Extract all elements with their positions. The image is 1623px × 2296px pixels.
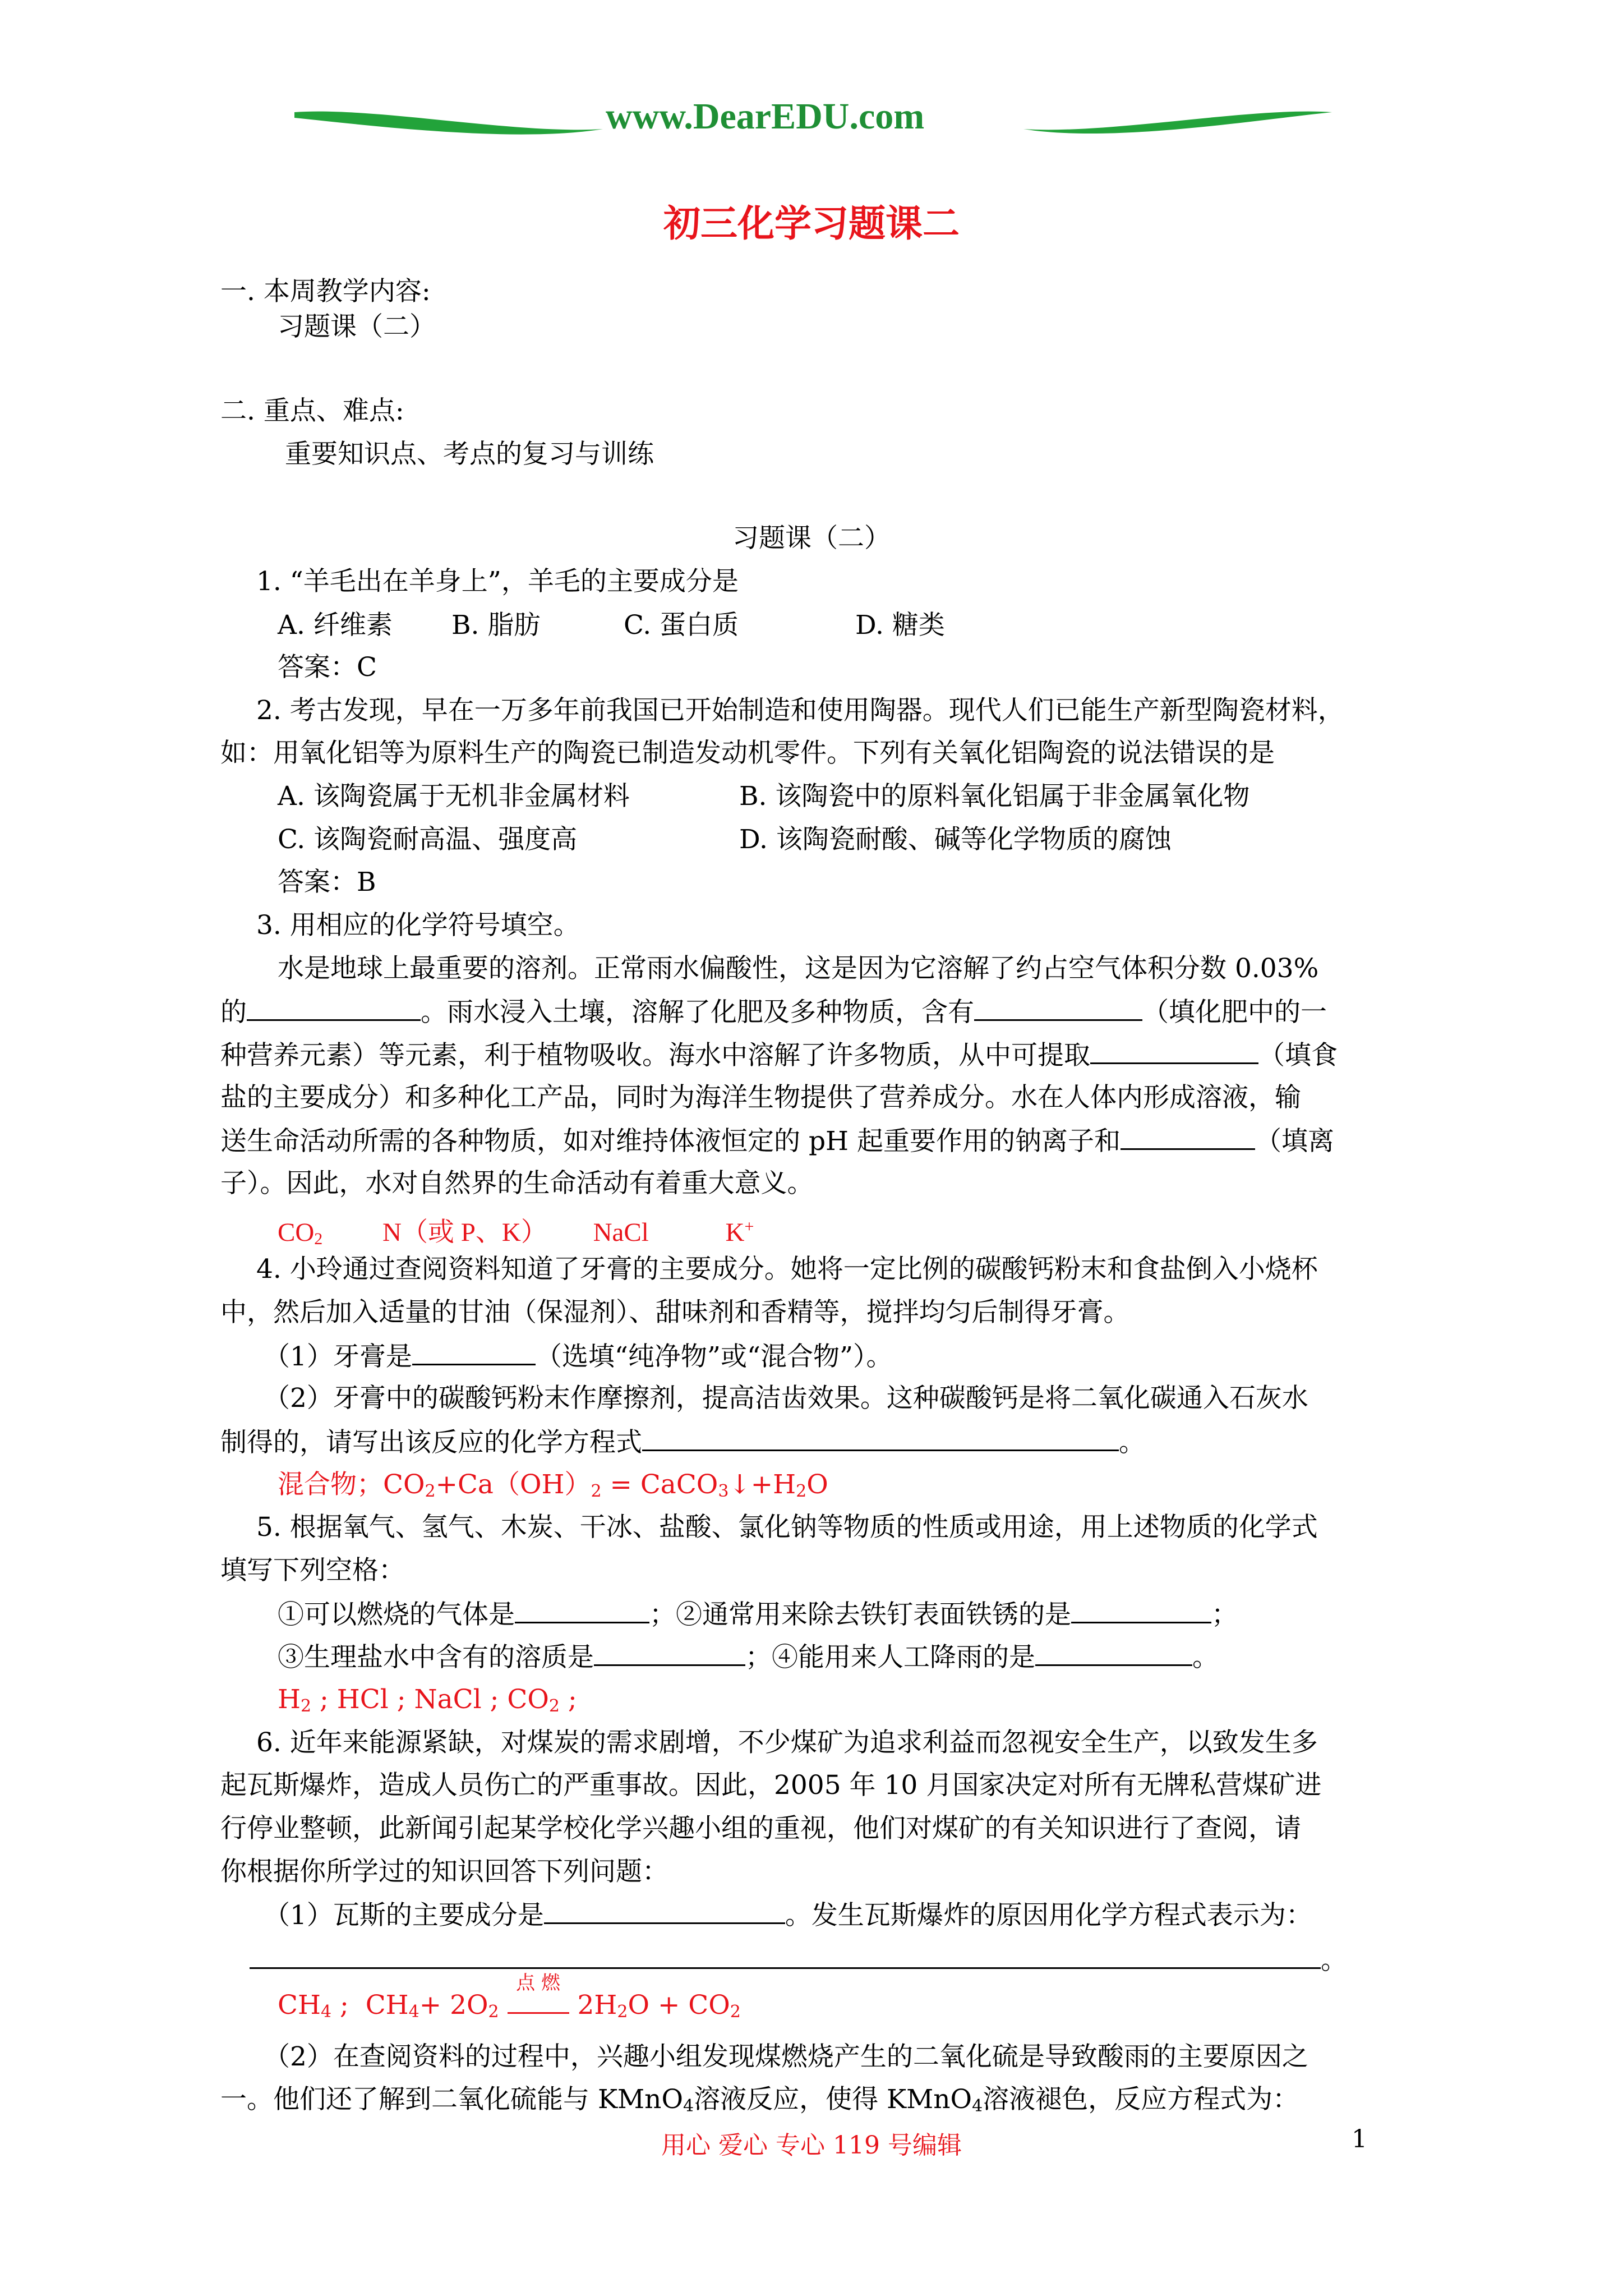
swoosh-left-icon — [292, 95, 606, 146]
q5-line-2: 填写下列空格： — [220, 1555, 405, 1586]
q3-answer-k: K+ — [725, 1217, 754, 1247]
q3-line-6: 子）。因此，水对自然界的生命活动有着重大意义。 — [220, 1168, 814, 1199]
blank-field[interactable] — [642, 1425, 1119, 1451]
q5-text: ；④能用来人工降雨的是 — [745, 1642, 1035, 1673]
q4-text: 。 — [1119, 1427, 1145, 1458]
blank-field[interactable] — [1071, 1597, 1211, 1623]
reaction-condition: 点 燃 — [508, 1989, 569, 2022]
q1-answer: 答案：C — [278, 652, 377, 683]
blank-field[interactable] — [1121, 1124, 1255, 1150]
q3-answer-nacl: NaCl — [593, 1218, 649, 1247]
swoosh-right-icon — [1021, 95, 1335, 146]
q2-option-c: C. 该陶瓷耐高温、强度高 — [278, 824, 578, 855]
q3-line-3 — [220, 1038, 1338, 1073]
q5-line-3 — [278, 1597, 1238, 1632]
q6-text: 。 — [1321, 1945, 1347, 1976]
q2-stem-2: 如：用氧化铝等为原料生产的陶瓷已制造发动机零件。下列有关氧化铝陶瓷的说法错误的是 — [220, 738, 1275, 769]
q1-option-d: D. 糖类 — [855, 610, 945, 641]
q4-text: 制得的，请写出该反应的化学方程式 — [220, 1427, 642, 1458]
q1-option-a: A. 纤维素 — [278, 610, 393, 641]
q1-option-b: B. 脂肪 — [451, 610, 541, 641]
q4-line-1: 4. 小玲通过查阅资料知道了牙膏的主要成分。她将一定比例的碳酸钙粉末和食盐倒入小烧杯 — [256, 1254, 1318, 1285]
q4-part-2b — [220, 1425, 1145, 1460]
q1-option-c: C. 蛋白质 — [624, 610, 739, 641]
blank-field[interactable] — [544, 1898, 785, 1924]
q6-equation-line — [250, 1943, 1347, 1977]
q5-text: ；②通常用来除去铁钉表面铁锈的是 — [649, 1599, 1071, 1630]
q6-line-3: 行停业整顿，此新闻引起某学校化学兴趣小组的重视，他们对煤矿的有关知识进行了查阅，请 — [220, 1813, 1301, 1844]
blank-field[interactable] — [250, 1943, 1321, 1969]
q3-line-4: 盐的主要成分）和多种化工产品，同时为海洋生物提供了营养成分。水在人体内形成溶液，输 — [220, 1082, 1301, 1113]
q4-text: （选填“纯净物”或“混合物”）。 — [535, 1341, 893, 1372]
q3-answers — [278, 1210, 754, 1256]
q6-line-2: 起瓦斯爆炸，造成人员伤亡的严重事故。因此，2005 年 10 月国家决定对所有无牌私营煤矿进 — [220, 1770, 1322, 1801]
q6-line-1: 6. 近年来能源紧缺，对煤炭的需求剧增，不少煤矿为追求利益而忽视安全生产，以致发生多 — [256, 1727, 1318, 1758]
q6-text: 溶液反应，使得 KMnO — [694, 2084, 972, 2115]
blank-field[interactable] — [515, 1597, 649, 1623]
blank-field[interactable] — [974, 995, 1142, 1021]
q3-text: 的 — [220, 997, 247, 1028]
q2-stem-1: 2. 考古发现，早在一万多年前我国已开始制造和使用陶器。现代人们已能生产新型陶瓷材料， — [256, 695, 1344, 726]
q4-line-2: 中，然后加入适量的甘油（保湿剂）、甜味剂和香精等，搅拌均匀后制得牙膏。 — [220, 1297, 1130, 1328]
q5-text: ； — [1211, 1599, 1238, 1630]
blank-field[interactable] — [247, 995, 421, 1021]
q5-answer: $H_2$ ; HCl ; NaCl ; $CO_2$ ; — [278, 1684, 577, 1716]
q3-text: （填化肥中的一 — [1142, 997, 1327, 1028]
q5-text: 。 — [1192, 1642, 1219, 1673]
blank-field[interactable] — [1090, 1038, 1258, 1064]
q3-line-5 — [220, 1124, 1334, 1158]
q6-text: 。发生瓦斯爆炸的原因用化学方程式表示为： — [785, 1900, 1312, 1931]
q6-text: 一。他们还了解到二氧化硫能与 KMnO — [220, 2084, 683, 2115]
q3-answer-co2: $CO_2$ — [278, 1218, 323, 1248]
q6-part-2b: 一。他们还了解到二氧化硫能与 KMnO$_4$溶液反应，使得 KMnO$_4$溶液褪色，反应方程式为： — [220, 2084, 1299, 2116]
q3-line-1: 水是地球上最重要的溶剂。正常雨水偏酸性，这是因为它溶解了约占空气体积分数 0.03% — [278, 953, 1319, 984]
q3-text: 。雨水浸入土壤，溶解了化肥及多种物质，含有 — [421, 997, 974, 1028]
q3-stem: 3. 用相应的化学符号填空。 — [256, 910, 580, 941]
header-banner — [292, 90, 1335, 157]
q6-part-2a: （2）在查阅资料的过程中，兴趣小组发现煤燃烧产生的二氧化硫是导致酸雨的主要原因之 — [264, 2041, 1308, 2072]
q3-text: （填离 — [1255, 1126, 1334, 1157]
q3-text: 种营养元素）等元素，利于植物吸收。海水中溶解了许多物质，从中可提取 — [220, 1040, 1090, 1071]
blank-field[interactable] — [1035, 1640, 1192, 1666]
q6-text: （1）瓦斯的主要成分是 — [264, 1900, 544, 1931]
q6-line-4: 你根据你所学过的知识回答下列问题： — [220, 1856, 668, 1887]
section-1-body: 习题课（二） — [278, 311, 436, 342]
subtitle: 习题课（二） — [732, 523, 891, 554]
section-2-body: 重要知识点、考点的复习与训练 — [285, 439, 654, 470]
q2-option-b: B. 该陶瓷中的原料氧化铝属于非金属氧化物 — [739, 781, 1250, 812]
page-title: 初三化学习题课二 — [663, 201, 960, 245]
q5-text: ③生理盐水中含有的溶质是 — [278, 1642, 594, 1673]
q5-line-4 — [278, 1640, 1219, 1674]
q6-text: 溶液褪色，反应方程式为： — [983, 2084, 1299, 2115]
q2-option-a: A. 该陶瓷属于无机非金属材料 — [278, 781, 630, 812]
site-logo[interactable]: www.DearEDU.com — [606, 96, 925, 137]
footer-slogan: 用心 爱心 专心 119 号编辑 — [661, 2131, 962, 2160]
q6-answer: $CH_4$ ; $CH_4+ 2O_2$ 点 燃 $2H_2O + CO_2$ — [278, 1972, 741, 2022]
q2-option-d: D. 该陶瓷耐酸、碱等化学物质的腐蚀 — [739, 824, 1172, 855]
q1-stem: 1. “羊毛出在羊身上”，羊毛的主要成分是 — [256, 566, 739, 597]
q4-part-1 — [264, 1339, 893, 1374]
q3-text: （填食 — [1258, 1040, 1338, 1071]
q4-part-2a: （2）牙膏中的碳酸钙粉末作摩擦剂，提高洁齿效果。这种碳酸钙是将二氧化碳通入石灰水 — [264, 1383, 1308, 1414]
q3-text: 送生命活动所需的各种物质，如对维持体液恒定的 pH 起重要作用的钠离子和 — [220, 1126, 1121, 1157]
section-2-heading: 二. 重点、难点: — [220, 395, 404, 426]
q5-text: ①可以燃烧的气体是 — [278, 1599, 515, 1630]
q6-part-1 — [264, 1898, 1312, 1932]
section-1-heading: 一. 本周教学内容: — [220, 276, 431, 307]
q3-line-2 — [220, 995, 1327, 1029]
q5-line-1: 5. 根据氧气、氢气、木炭、干冰、盐酸、氯化钠等物质的性质或用途，用上述物质的化学式 — [256, 1512, 1318, 1543]
q2-answer: 答案：B — [278, 867, 376, 898]
blank-field[interactable] — [594, 1640, 745, 1666]
q3-answer-n: N（或 P、K） — [382, 1218, 547, 1247]
q4-text: （1）牙膏是 — [264, 1341, 412, 1372]
page-number: 1 — [1352, 2125, 1367, 2154]
q4-answer: 混合物；$CO_2+Ca(OH)_2$ = $CaCO_3↓+H_2O$ — [278, 1469, 828, 1501]
blank-field[interactable] — [412, 1339, 536, 1365]
